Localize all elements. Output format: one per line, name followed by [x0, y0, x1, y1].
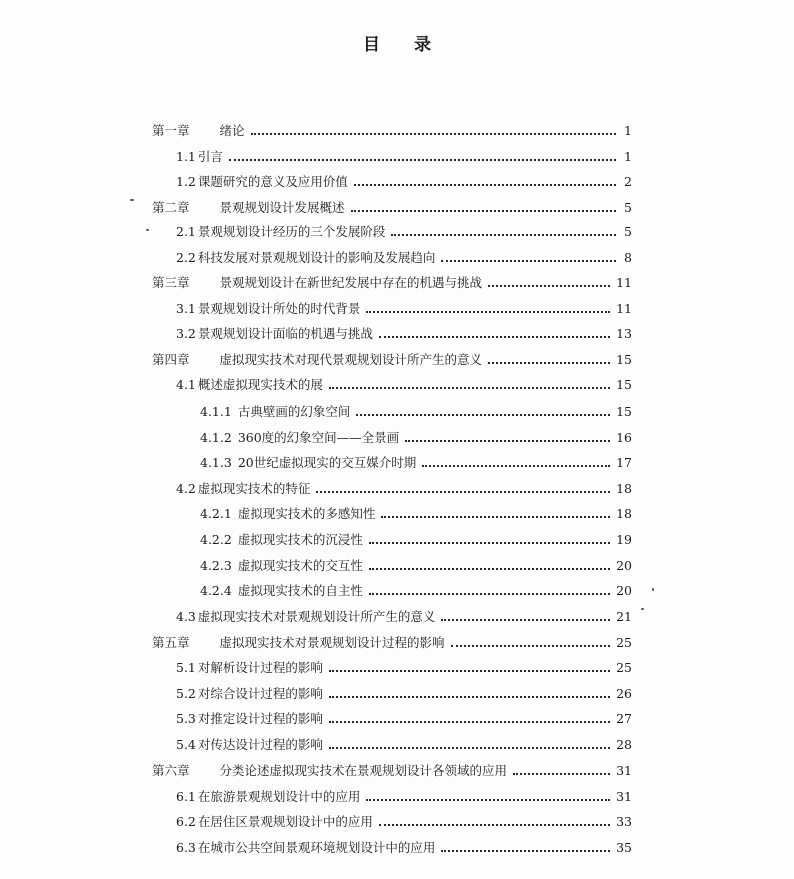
toc-page-number: 15 [616, 404, 632, 419]
toc-subsection-entry [200, 552, 632, 574]
toc-entry-number: 4.1.1 [200, 404, 232, 419]
toc-section-entry [176, 143, 632, 165]
toc-entry-number: 6.2 [176, 814, 196, 829]
toc-entry-number: 5.2 [176, 686, 196, 701]
toc-entry-number: 2.1 [176, 224, 196, 239]
toc-entry-number: 第五章 [152, 635, 190, 650]
toc-entry-title: 虚拟现实技术的交互性 [237, 558, 363, 573]
toc-section-entry [176, 168, 632, 190]
toc-subsection-entry [200, 526, 632, 548]
toc-page-number: 25 [616, 660, 632, 675]
toc-entry-number: 4.2.2 [200, 532, 232, 547]
toc-entry-title: 在居住区景观规划设计中的应用 [197, 814, 373, 829]
toc-entry-number: 6.1 [176, 789, 196, 804]
toc-page-number: 1 [624, 149, 632, 164]
dot-leader [379, 824, 610, 826]
toc-chapter-entry [152, 117, 632, 139]
toc-entry-label [200, 558, 365, 574]
toc-entry-label [200, 532, 365, 548]
toc-entry-label [176, 326, 375, 342]
toc-entry-number: 5.1 [176, 660, 196, 675]
toc-page-number: 2 [624, 174, 632, 189]
toc-entry-title: 20世纪虚拟现实的交互媒介时期 [237, 455, 417, 470]
toc-entry-label [152, 200, 347, 216]
toc-entry-title: 虚拟现实技术的自主性 [237, 583, 363, 598]
toc-entry-label [176, 149, 225, 165]
toc-entry-title: 景观规划设计所处的时代背景 [197, 301, 361, 316]
toc-entry-number: 4.1.2 [200, 430, 232, 445]
toc-section-entry [176, 295, 632, 317]
toc-chapter-entry [152, 194, 632, 216]
toc-entry-number: 第三章 [152, 275, 190, 290]
dot-leader [366, 799, 610, 801]
toc-entry-number: 3.2 [176, 326, 196, 341]
toc-entry-title: 对推定设计过程的影响 [197, 711, 323, 726]
toc-entry-title: 科技发展对景观规划设计的影响及发展趋向 [197, 250, 436, 265]
toc-entry-number: 4.2 [176, 481, 196, 496]
toc-section-entry [176, 680, 632, 702]
toc-entry-title: 虚拟现实技术对景观规划设计过程的影响 [219, 635, 445, 650]
toc-page-number: 18 [616, 506, 632, 521]
toc-entry-title: 课题研究的意义及应用价值 [197, 174, 348, 189]
dot-leader [329, 721, 610, 723]
toc-entry-number: 3.1 [176, 301, 196, 316]
toc-entry-title: 景观规划设计发展概述 [219, 200, 345, 215]
toc-subsection-entry [200, 398, 632, 420]
toc-entry-label [176, 250, 437, 266]
toc-entry-label [200, 583, 365, 599]
dot-leader [488, 285, 610, 287]
page-title: 目 录 [363, 35, 445, 55]
toc-entry-title: 虚拟现实技术对现代景观规划设计所产生的意义 [219, 352, 483, 367]
toc-page-number: 20 [616, 583, 632, 598]
toc-section-entry [176, 783, 632, 805]
scan-speck [146, 229, 149, 231]
toc-entry-title: 在城市公共空间景观环境规划设计中的应用 [197, 840, 436, 855]
toc-page-number: 33 [616, 814, 632, 829]
toc-entry-title: 景观规划设计经历的三个发展阶段 [197, 224, 386, 239]
toc-entry-number: 4.2.4 [200, 583, 232, 598]
dot-leader [366, 311, 610, 313]
toc-entry-label [200, 404, 352, 420]
toc-page-number: 35 [616, 840, 632, 855]
toc-entry-title: 概述虚拟现实技术的展 [197, 377, 323, 392]
toc-page-number: 31 [616, 763, 632, 778]
toc-subsection-entry [200, 424, 632, 446]
dot-leader [329, 387, 610, 389]
toc-chapter-entry [152, 629, 632, 651]
toc-entry-number: 4.1 [176, 377, 196, 392]
toc-entry-number: 4.2.1 [200, 506, 232, 521]
toc-entry-label [152, 635, 447, 651]
toc-entry-number: 4.3 [176, 609, 196, 624]
toc-entry-title: 360度的幻象空间——全景画 [237, 430, 400, 445]
toc-entry-number: 2.2 [176, 250, 196, 265]
dot-leader [405, 440, 610, 442]
toc-entry-number: 1.2 [176, 174, 196, 189]
toc-entry-label [176, 377, 325, 393]
toc-page-number: 16 [616, 430, 632, 445]
toc-section-entry [176, 603, 632, 625]
toc-chapter-entry [152, 346, 632, 368]
toc-entry-title: 古典壁画的幻象空间 [237, 404, 351, 419]
dot-leader [441, 850, 610, 852]
toc-chapter-entry [152, 269, 632, 291]
toc-page-number: 31 [616, 789, 632, 804]
toc-entry-number: 6.3 [176, 840, 196, 855]
toc-entry-number: 4.2.3 [200, 558, 232, 573]
toc-page-number: 18 [616, 481, 632, 496]
dot-leader [251, 133, 616, 135]
toc-entry-title: 虚拟现实技术的多感知性 [237, 506, 376, 521]
toc-entry-label [152, 123, 247, 139]
toc-page-number: 17 [616, 455, 632, 470]
toc-entry-label [176, 174, 350, 190]
toc-page-number: 27 [616, 711, 632, 726]
toc-page-number: 15 [616, 352, 632, 367]
toc-entry-label [152, 763, 509, 779]
toc-entry-number: 第二章 [152, 200, 190, 215]
toc-page-number: 11 [616, 275, 632, 290]
toc-entry-label [176, 737, 325, 753]
toc-entry-number: 5.3 [176, 711, 196, 726]
dot-leader [354, 184, 616, 186]
dot-leader [391, 234, 616, 236]
dot-leader [451, 645, 611, 647]
toc-entry-number: 第一章 [152, 123, 190, 138]
dot-leader [488, 362, 610, 364]
toc-entry-label [176, 686, 325, 702]
dot-leader [356, 414, 610, 416]
toc-page-number: 13 [616, 326, 632, 341]
toc-entry-title: 虚拟现实技术的沉浸性 [237, 532, 363, 547]
dot-leader [381, 516, 610, 518]
dot-leader [369, 593, 610, 595]
toc-chapter-entry [152, 757, 632, 779]
toc-entry-label [200, 506, 377, 522]
toc-page-number: 8 [624, 250, 632, 265]
toc-page-number: 25 [616, 635, 632, 650]
toc-section-entry [176, 475, 632, 497]
toc-entry-label [176, 481, 312, 497]
toc-entry-label [176, 711, 325, 727]
dot-leader [441, 619, 610, 621]
toc-section-entry [176, 808, 632, 830]
toc-section-entry [176, 654, 632, 676]
dot-leader [329, 747, 610, 749]
toc-entry-label [176, 789, 362, 805]
toc-entry-label [176, 660, 325, 676]
toc-entry-number: 5.4 [176, 737, 196, 752]
dot-leader [316, 491, 610, 493]
toc-entry-title: 景观规划设计在新世纪发展中存在的机遇与挑战 [219, 275, 483, 290]
scan-speck [130, 199, 134, 201]
toc-page-number: 5 [624, 200, 632, 215]
dot-leader [329, 670, 610, 672]
toc-entry-title: 对解析设计过程的影响 [197, 660, 323, 675]
toc-entry-title: 虚拟现实技术对景观规划设计所产生的意义 [197, 609, 436, 624]
toc-entry-title: 对传达设计过程的影响 [197, 737, 323, 752]
dot-leader [369, 568, 610, 570]
toc-entry-label [200, 430, 401, 446]
toc-page-number: 28 [616, 737, 632, 752]
toc-entry-label [152, 352, 484, 368]
toc-page-number: 11 [616, 301, 632, 316]
scan-speck [652, 588, 654, 591]
scan-speck [641, 608, 644, 610]
toc-section-entry [176, 705, 632, 727]
toc-entry-title: 对综合设计过程的影响 [197, 686, 323, 701]
toc-entry-number: 第四章 [152, 352, 190, 367]
toc-entry-label [152, 275, 484, 291]
toc-section-entry [176, 218, 632, 240]
dot-leader [229, 159, 616, 161]
toc-entry-title: 在旅游景观规划设计中的应用 [197, 789, 361, 804]
dot-leader [513, 773, 610, 775]
toc-entry-label [200, 455, 418, 471]
toc-entry-title: 引言 [197, 149, 223, 164]
dot-leader [351, 210, 616, 212]
toc-entry-label [176, 609, 437, 625]
dot-leader [422, 465, 610, 467]
toc-page-number: 21 [616, 609, 632, 624]
toc-page-number: 19 [616, 532, 632, 547]
toc-section-entry [176, 834, 632, 856]
toc-entry-number: 4.1.3 [200, 455, 232, 470]
toc-section-entry [176, 371, 632, 393]
toc-section-entry [176, 244, 632, 266]
toc-entry-label [176, 840, 437, 856]
toc-page-number: 15 [616, 377, 632, 392]
dot-leader [379, 336, 610, 338]
toc-entry-title: 绪论 [219, 123, 245, 138]
toc-entry-number: 1.1 [176, 149, 196, 164]
toc-page-number: 1 [624, 123, 632, 138]
toc-entry-label [176, 224, 387, 240]
toc-entry-label [176, 301, 362, 317]
toc-page-number: 26 [616, 686, 632, 701]
toc-section-entry [176, 320, 632, 342]
dot-leader [441, 260, 616, 262]
toc-entry-number: 第六章 [152, 763, 190, 778]
toc-entry-label [176, 814, 375, 830]
toc-entry-title: 景观规划设计面临的机遇与挑战 [197, 326, 373, 341]
toc-entry-title: 分类论述虚拟现实技术在景观规划设计各领域的应用 [219, 763, 508, 778]
toc-entry-title: 虚拟现实技术的特征 [197, 481, 311, 496]
toc-subsection-entry [200, 577, 632, 599]
toc-subsection-entry [200, 500, 632, 522]
toc-section-entry [176, 731, 632, 753]
dot-leader [329, 696, 610, 698]
toc-subsection-entry [200, 449, 632, 471]
toc-page-number: 20 [616, 558, 632, 573]
dot-leader [369, 542, 610, 544]
toc-page-number: 5 [624, 224, 632, 239]
